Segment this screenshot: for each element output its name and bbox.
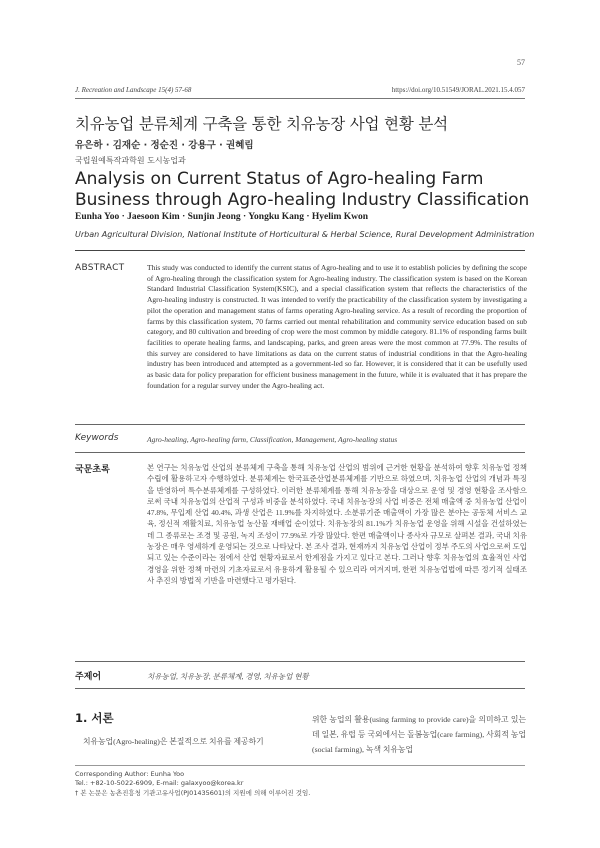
body-text-right-column: 위한 농업의 활용(using farming to provide care)을 의미하고 있는데 일본, 유럽 등 국외에서는 돌봄농업(care farming), 사회적 농업(social farming), 녹색 치유농업 bbox=[312, 715, 526, 754]
header-divider bbox=[75, 98, 525, 99]
korean-title: 치유농업 분류체계 구축을 통한 치유농장 사업 현황 분석 bbox=[75, 115, 448, 133]
subject-words-text: 치유농업, 치유농장, 분류체계, 경영, 치유농업 현황 bbox=[147, 672, 309, 681]
subject-words-divider-bottom bbox=[75, 688, 525, 689]
author-contact: Tel.: +82-10-5022-6909, E-mail: galaxyoo@korea.kr bbox=[75, 779, 244, 787]
funding-note: † 본 논문은 농촌진흥청 기관고유사업(PJ01435601)의 지원에 의해 이루어진 것임. bbox=[75, 789, 311, 797]
body-text-left-column: 치유농업(Agro-healing)은 본질적으로 치유를 제공하기 bbox=[83, 737, 264, 746]
korean-abstract-label: 국문초록 bbox=[75, 465, 110, 475]
subject-words-label: 주제어 bbox=[75, 672, 102, 682]
keywords-label: Keywords bbox=[75, 433, 119, 443]
english-affiliation: Urban Agricultural Division, National Institute of Horticultural & Herbal Science, Rural Development Administration bbox=[75, 230, 535, 239]
journal-citation: J. Recreation and Landscape 15(4) 57-68 bbox=[75, 86, 192, 94]
korean-affiliation: 국립원예특작과학원 도시농업과 bbox=[75, 156, 186, 165]
doi-link[interactable]: https://doi.org/10.51549/JORAL.2021.15.4.057 bbox=[391, 86, 525, 94]
korean-abstract-text: 본 연구는 치유농업 산업의 분류체계 구축을 통해 치유농업 산업의 범위에 근거한 현황을 분석하여 향후 치유농업 정책수립에 활용하고자 수행하였다. 분류체계는 한국표준산업분류체계를 기반으로 하였으며, 치유농업 산업의 개념과 특징을 반영하여 특수분류체계를 구성하였다. 이러한 분류체계를 통해 치유농장을 대상으로 운영 및 경영 현황을 조사함으로써 국내 치유농업의 산업적 구성과 비중을 분석하였다. 국내 치유농장의 사업 비중은 전체 매출액 중 치유농업 산업이 47.8%, 무입제 산업 40.4%, 과생 산업은 11.9%를 차지하였다. 소분류기준 매출액이 가장 많은 분야는 공동체 서비스 교육, 정신적 재활치료, 치유농업 농산물 재배업 순이었다. 치유농장의 81.1%가 치유농업 운영을 위해 시설을 건설하였는데 그 종류로는 조경 및 공원, 녹지 조성이 77.9%로 가장 많았다. 한편 매출액이나 종사자 규모로 살펴본 결과, 국내 치유농장은 매우 영세하게 운영되는 것으로 나타났다. 본 조사 결과, 현재까지 치유농업 산업이 정부 주도의 사업으로써 도입되고 있는 수준이라는 점에서 산업 현황자료로서 한계점을 가지고 있다고 본다. 그러나 향후 치유농업의 효율적인 사업경영을 위한 정책 마련의 기초자료로서 유용하게 활용될 수 있으리라 여겨지며, 한편 치유농업법에 따른 정기적 실태조사 추진의 방법적 기반을 마련했다고 평가된다. bbox=[147, 463, 527, 585]
english-title: Analysis on Current Status of Agro-healing Farm Business through Agro-healing Industry Classification bbox=[75, 169, 530, 210]
abstract-text: This study was conducted to identify the current status of Agro-healing and to use it to establish policies by defining the scope of Agro-healing through the classification system for Agro-healing industry. The classification system is based on the Korean Standard Industrial Classification System(KSIC), and a special classification system that reflects the characteristics of the Agro-healing industry is constructed. It was intended to verify the practicability of the classification system by investigating a pilot the operation and management status of farms operating Agro-healing service. As a result of recording the proportion of farms by this classification system, 70 farms carried out mental rehabilitation and community service education based on sub category, and 80 cultivation and breeding of crop were the most common by middle category. 81.1% of responding farms built facilities to operate healing farms, and landscaping, parks, and green areas were the most common at 77.9%. The results of this survey are considered to have limitations as data on the current status of industrial conditions in that the Agro-healing industry has been introduced and attempted as a government-led so far. However, it is considered that it can be usefully used as basic data for policy preparation for efficient business management in the future, while it is evaluated that it has prepare the foundation for a regular survey under the Agro-healing act. bbox=[147, 263, 527, 390]
corresponding-author: Corresponding Author: Eunha Yoo bbox=[75, 770, 185, 778]
korean-authors: 유은하 · 김재순 · 정순진 · 강용구 · 권혜림 bbox=[75, 140, 254, 151]
keywords-divider bbox=[75, 424, 525, 425]
section-heading-introduction: 1. 서론 bbox=[75, 711, 114, 725]
subject-words-divider-top bbox=[75, 661, 525, 662]
footnote-divider bbox=[75, 765, 525, 766]
keywords-text: Agro-healing, Agro-healing farm, Classification, Management, Agro-healing status bbox=[147, 435, 398, 444]
english-authors: Eunha Yoo · Jaesoon Kim · Sunjin Jeong · Yongku Kang · Hyelim Kwon bbox=[75, 212, 369, 222]
abstract-divider-top bbox=[75, 250, 525, 251]
abstract-label: ABSTRACT bbox=[75, 263, 125, 273]
page-number: 57 bbox=[517, 58, 525, 67]
korean-abstract-divider bbox=[75, 452, 525, 453]
